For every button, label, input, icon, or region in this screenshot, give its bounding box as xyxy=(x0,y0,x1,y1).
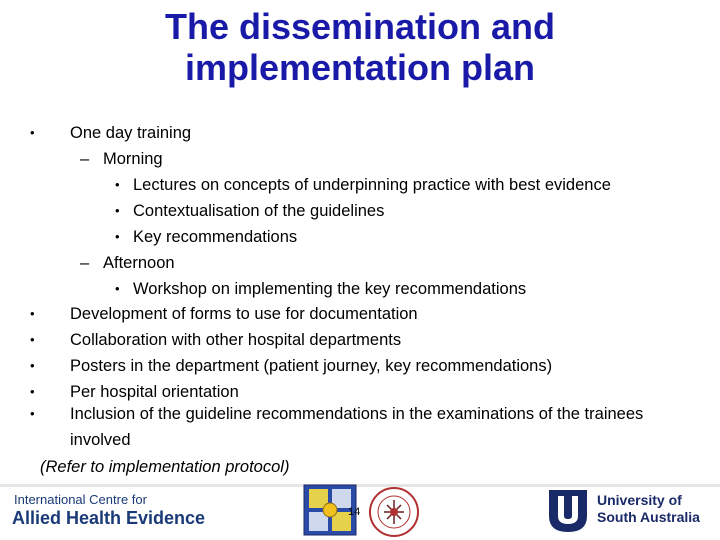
bullet-inclusion-line1: Inclusion of the guideline recommendations in the examinations of the trainees xyxy=(70,405,644,423)
afternoon-item-workshop: Workshop on implementing the key recommendations xyxy=(133,280,527,298)
org-name-line2: Allied Health Evidence xyxy=(12,508,206,528)
university-logo-icon xyxy=(547,488,589,534)
university-name-line2: South Australia xyxy=(597,509,700,525)
morning-item-lectures: Lectures on concepts of underpinning practice with best evidence xyxy=(133,176,611,194)
bullet-marker: • xyxy=(30,358,35,373)
sub-morning: Morning xyxy=(103,150,163,168)
bullet-marker: • xyxy=(30,332,35,347)
bullet-marker: • xyxy=(115,203,120,218)
footer-divider xyxy=(0,484,720,487)
bullet-marker: • xyxy=(115,229,120,244)
bullet-marker: • xyxy=(30,306,35,321)
org-name-line1: International Centre for xyxy=(14,492,147,507)
university-name xyxy=(597,492,700,526)
dash-marker: – xyxy=(80,254,90,272)
sub-afternoon: Afternoon xyxy=(103,254,175,272)
morning-item-key-recommendations: Key recommendations xyxy=(133,228,298,246)
page-number: 14 xyxy=(348,506,361,518)
title-line-2: implementation plan xyxy=(184,47,536,88)
bullet-inclusion-line2: involved xyxy=(70,431,131,449)
bullet-posters: Posters in the department (patient journey, key recommendations) xyxy=(70,357,553,375)
university-name-line1: University of xyxy=(597,492,682,508)
dash-marker: – xyxy=(80,150,90,168)
bullet-one-day-training: One day training xyxy=(70,124,192,142)
round-seal-logo xyxy=(368,486,420,538)
morning-item-contextualisation: Contextualisation of the guidelines xyxy=(133,202,385,220)
bullet-marker: • xyxy=(115,281,120,296)
bullet-forms: Development of forms to use for documentation xyxy=(70,305,418,323)
title-line-1: The dissemination and xyxy=(164,6,556,47)
reference-note: (Refer to implementation protocol) xyxy=(40,458,290,476)
bullet-collaboration: Collaboration with other hospital departments xyxy=(70,331,402,349)
bullet-marker: • xyxy=(30,125,35,140)
bullet-orientation: Per hospital orientation xyxy=(70,383,239,401)
bullet-marker: • xyxy=(30,406,35,421)
bullet-marker: • xyxy=(115,177,120,192)
bullet-marker: • xyxy=(30,384,35,399)
